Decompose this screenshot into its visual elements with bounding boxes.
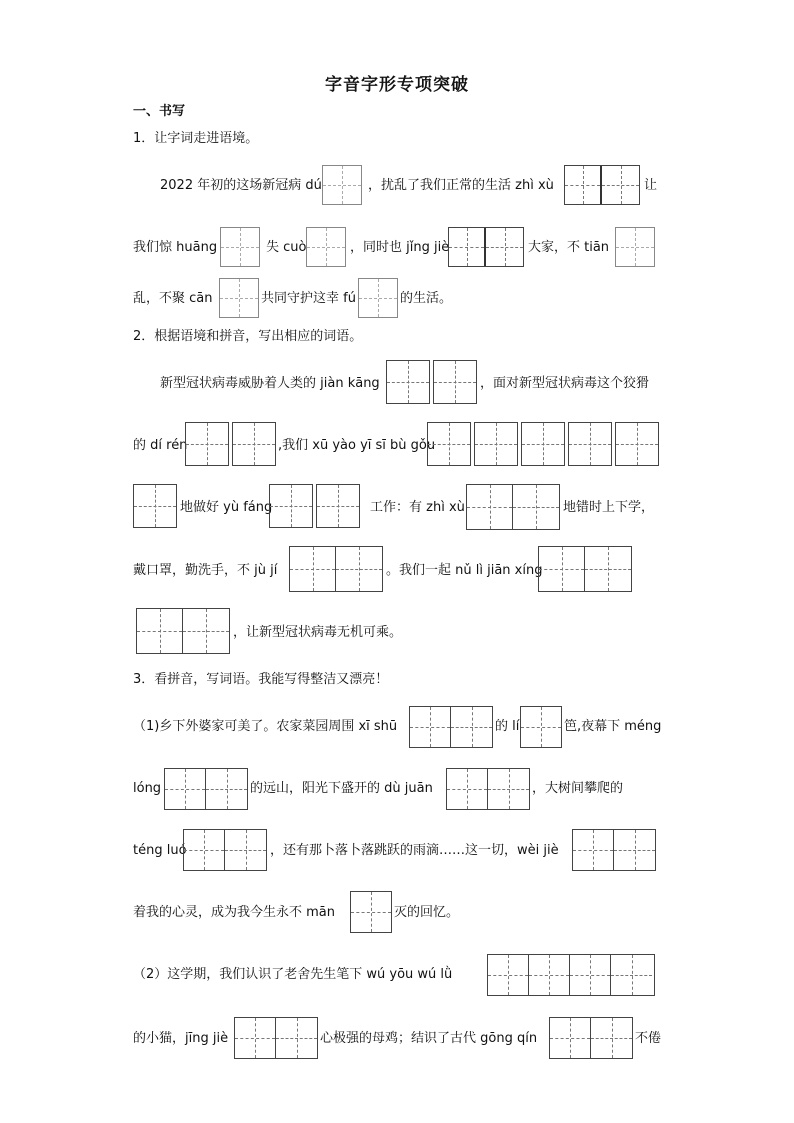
answer-box[interactable]	[289, 546, 383, 592]
answer-box[interactable]	[269, 484, 313, 528]
answer-box[interactable]	[350, 891, 392, 933]
q1-text: 2022 年初的这场新冠病 dú	[160, 178, 322, 193]
q3-text: ，大树间攀爬的	[532, 781, 624, 796]
answer-box[interactable]	[306, 227, 346, 267]
q3-text: 的小猫，jīng jiè	[133, 1031, 229, 1046]
q2-text: ，让新型冠状病毒无机可乘。	[233, 625, 403, 640]
answer-box[interactable]	[232, 422, 276, 466]
answer-box[interactable]	[448, 227, 524, 267]
q3-text: 着我的心灵，成为我今生永不 mān	[133, 905, 336, 920]
answer-box[interactable]	[549, 1017, 633, 1059]
answer-box[interactable]	[466, 484, 560, 530]
answer-box[interactable]	[322, 165, 362, 205]
answer-box[interactable]	[409, 706, 493, 748]
q2-text: ,我们 xū yào yī sī bù gǒu	[278, 438, 436, 453]
q2-text: 新型冠状病毒威胁着人类的 jiàn kāng	[160, 376, 380, 391]
q1-text: 我们惊 huāng	[133, 240, 218, 255]
q2-text: 戴口罩，勤洗手，不 jù jí	[133, 563, 278, 578]
q2-text: 工作：有 zhì xù	[370, 500, 465, 515]
answer-box[interactable]	[133, 484, 177, 528]
question-1-heading: 1．让字词走进语境。	[133, 131, 259, 146]
answer-box[interactable]	[538, 546, 632, 592]
section-heading: 一、书写	[133, 104, 186, 119]
answer-box[interactable]	[358, 278, 398, 318]
q1-text: 大家，不 tiān	[528, 240, 610, 255]
q2-text: ，面对新型冠状病毒这个狡猾	[480, 376, 650, 391]
q2-text: 的 dí rén	[133, 438, 188, 453]
answer-box[interactable]	[564, 165, 640, 205]
q1-text: ，扰乱了我们正常的生活 zhì xù	[368, 178, 554, 193]
q3-text: （1)乡下外婆家可美了。农家菜园周围 xī shū	[133, 719, 398, 734]
q3-text: 的 lí	[495, 719, 520, 734]
q3-text: （2）这学期，我们认识了老舍先生笔下 wú yōu wú lǜ	[133, 967, 453, 982]
answer-box[interactable]	[568, 422, 612, 466]
q3-text: 不倦	[635, 1031, 662, 1046]
q3-text: 心极强的母鸡；结识了古代 gōng qín	[320, 1031, 538, 1046]
answer-box[interactable]	[615, 227, 655, 267]
answer-box[interactable]	[136, 608, 230, 654]
q1-text: 共同守护这幸 fú	[261, 291, 356, 306]
q1-text: ，同时也 jǐng jiè	[350, 240, 450, 255]
answer-box[interactable]	[220, 227, 260, 267]
answer-box[interactable]	[234, 1017, 318, 1059]
answer-box[interactable]	[316, 484, 360, 528]
q2-text: 地做好 yù fáng	[180, 500, 273, 515]
q2-text: 。我们一起 nǔ lì jiān xíng	[386, 563, 543, 578]
q2-text: 地错时上下学，	[563, 500, 655, 515]
answer-box[interactable]	[433, 360, 477, 404]
question-3-heading: 3．看拼音，写词语。我能写得整洁又漂亮！	[133, 672, 389, 687]
q3-text: 笆,夜幕下 méng	[564, 719, 662, 734]
q3-text: ，还有那卜落卜落跳跃的雨滴……这一切，wèi jiè	[270, 843, 559, 858]
q1-text: 的生活。	[400, 291, 453, 306]
answer-box[interactable]	[474, 422, 518, 466]
answer-box[interactable]	[427, 422, 471, 466]
q1-text: 让	[644, 178, 658, 193]
answer-box[interactable]	[572, 829, 656, 871]
q3-text: 的远山，阳光下盛开的 dù juān	[250, 781, 433, 796]
answer-box[interactable]	[520, 706, 562, 748]
q1-text: 失 cuò	[266, 240, 307, 255]
answer-box[interactable]	[183, 829, 267, 871]
answer-box[interactable]	[185, 422, 229, 466]
answer-box[interactable]	[386, 360, 430, 404]
question-2-heading: 2．根据语境和拼音，写出相应的词语。	[133, 329, 363, 344]
q3-text: téng luó	[133, 843, 187, 858]
page-title: 字音字形专项突破	[325, 75, 469, 95]
answer-box[interactable]	[487, 954, 655, 996]
q3-text: 灭的回忆。	[394, 905, 460, 920]
answer-box[interactable]	[446, 768, 530, 810]
q1-text: 乱，不聚 cān	[133, 291, 213, 306]
q3-text: lóng	[133, 781, 162, 796]
answer-box[interactable]	[615, 422, 659, 466]
answer-box[interactable]	[219, 278, 259, 318]
answer-box[interactable]	[164, 768, 248, 810]
answer-box[interactable]	[521, 422, 565, 466]
